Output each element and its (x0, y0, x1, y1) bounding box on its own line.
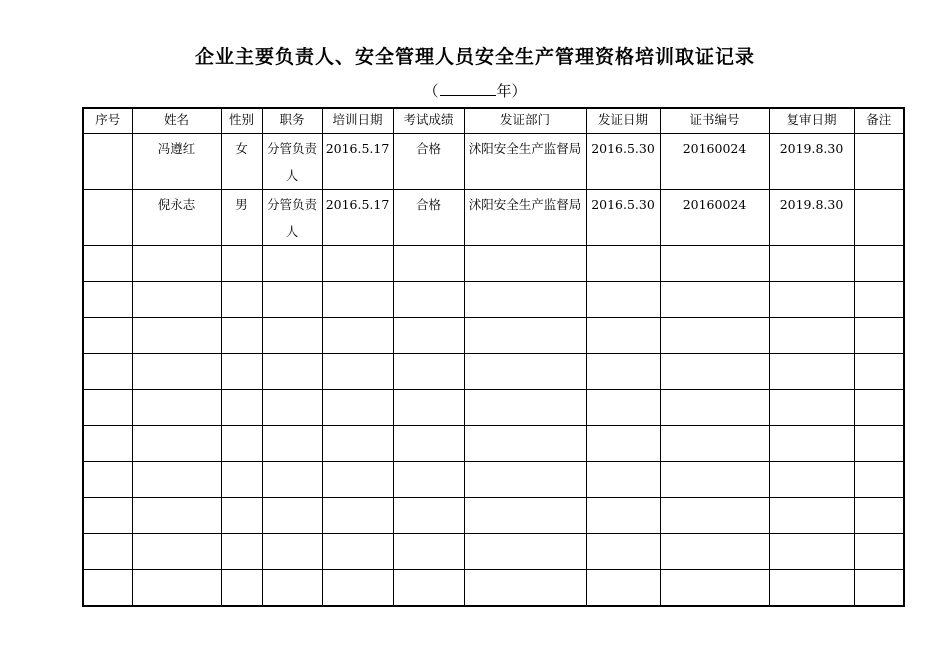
page-title: 企业主要负责人、安全管理人员安全生产管理资格培训取证记录 (194, 46, 755, 68)
empty-cell (586, 426, 660, 462)
empty-cell (464, 246, 586, 282)
cell-position (262, 190, 322, 246)
empty-cell (132, 318, 221, 354)
cell-remark (854, 190, 904, 246)
cell-position-text: 分管负责人 (266, 141, 317, 183)
empty-cell (322, 318, 393, 354)
empty-cell (854, 246, 904, 282)
empty-cell (769, 318, 854, 354)
empty-cell (322, 534, 393, 570)
empty-cell (660, 534, 769, 570)
empty-cell (660, 246, 769, 282)
empty-cell (586, 246, 660, 282)
empty-cell (393, 318, 464, 354)
empty-cell (83, 570, 132, 607)
empty-cell (769, 570, 854, 607)
empty-cell (586, 462, 660, 498)
empty-cell (586, 570, 660, 607)
table-row-empty (83, 462, 904, 498)
table-row (83, 134, 904, 190)
cell-cert-no: 20160024 (660, 134, 769, 190)
year-blank (440, 81, 496, 96)
empty-cell (393, 354, 464, 390)
empty-cell (83, 282, 132, 318)
empty-cell (221, 318, 262, 354)
empty-cell (132, 390, 221, 426)
empty-cell (262, 282, 322, 318)
empty-cell (221, 534, 262, 570)
empty-cell (854, 570, 904, 607)
empty-cell (464, 354, 586, 390)
empty-cell (83, 426, 132, 462)
record-table (82, 107, 905, 607)
empty-cell (854, 390, 904, 426)
empty-cell (83, 498, 132, 534)
cell-review-date: 2019.8.30 (769, 190, 854, 246)
empty-cell (262, 390, 322, 426)
cell-issuer (464, 134, 586, 190)
empty-cell (854, 426, 904, 462)
col-header-train-date: 培训日期 (322, 108, 393, 134)
empty-cell (769, 246, 854, 282)
empty-cell (393, 570, 464, 607)
empty-cell (262, 462, 322, 498)
empty-cell (132, 462, 221, 498)
empty-cell (769, 462, 854, 498)
empty-cell (393, 534, 464, 570)
empty-cell (393, 390, 464, 426)
cell-cert-no: 20160024 (660, 190, 769, 246)
empty-cell (132, 498, 221, 534)
cell-issuer (464, 190, 586, 246)
cell-gender: 男 (221, 190, 262, 246)
empty-cell (393, 462, 464, 498)
empty-cell (464, 570, 586, 607)
col-header-issue-date: 发证日期 (586, 108, 660, 134)
empty-cell (464, 282, 586, 318)
empty-cell (262, 318, 322, 354)
empty-cell (586, 534, 660, 570)
empty-cell (262, 570, 322, 607)
empty-cell (322, 570, 393, 607)
empty-cell (660, 462, 769, 498)
empty-cell (322, 462, 393, 498)
empty-cell (83, 246, 132, 282)
empty-cell (221, 462, 262, 498)
empty-cell (660, 354, 769, 390)
cell-seq (83, 134, 132, 190)
cell-train-date: 2016.5.17 (322, 190, 393, 246)
empty-cell (262, 498, 322, 534)
empty-cell (262, 246, 322, 282)
cell-remark (854, 134, 904, 190)
table-row-empty (83, 246, 904, 282)
cell-position-text: 分管负责人 (266, 197, 317, 239)
empty-cell (221, 282, 262, 318)
table-row-empty (83, 498, 904, 534)
empty-cell (132, 246, 221, 282)
empty-cell (393, 282, 464, 318)
empty-cell (322, 246, 393, 282)
empty-cell (660, 570, 769, 607)
empty-cell (221, 570, 262, 607)
col-header-gender: 性别 (221, 108, 262, 134)
empty-cell (322, 426, 393, 462)
col-header-issuer: 发证部门 (464, 108, 586, 134)
empty-cell (854, 498, 904, 534)
empty-cell (464, 498, 586, 534)
cell-issue-date: 2016.5.30 (586, 190, 660, 246)
cell-review-date: 2019.8.30 (769, 134, 854, 190)
empty-cell (769, 534, 854, 570)
table-row-empty (83, 426, 904, 462)
empty-cell (83, 318, 132, 354)
table-row-empty (83, 390, 904, 426)
empty-cell (83, 390, 132, 426)
col-header-review-date: 复审日期 (769, 108, 854, 134)
empty-cell (769, 426, 854, 462)
table-row (83, 190, 904, 246)
table-row-empty (83, 282, 904, 318)
empty-cell (132, 534, 221, 570)
col-header-score: 考试成绩 (393, 108, 464, 134)
table-row-empty (83, 570, 904, 607)
empty-cell (262, 534, 322, 570)
empty-cell (393, 246, 464, 282)
empty-cell (83, 354, 132, 390)
empty-cell (769, 282, 854, 318)
year-open: （ (423, 82, 439, 100)
cell-score: 合格 (393, 190, 464, 246)
empty-cell (854, 282, 904, 318)
empty-cell (83, 462, 132, 498)
empty-cell (769, 498, 854, 534)
empty-cell (322, 282, 393, 318)
empty-rows (83, 246, 904, 607)
empty-cell (322, 498, 393, 534)
empty-cell (221, 246, 262, 282)
col-header-name: 姓名 (132, 108, 221, 134)
year-suffix: 年） (496, 82, 527, 100)
empty-cell (132, 570, 221, 607)
cell-position (262, 134, 322, 190)
empty-cell (660, 426, 769, 462)
empty-cell (586, 282, 660, 318)
table-row-empty (83, 354, 904, 390)
empty-cell (769, 390, 854, 426)
cell-score: 合格 (393, 134, 464, 190)
empty-cell (132, 282, 221, 318)
empty-cell (83, 534, 132, 570)
col-header-cert-no: 证书编号 (660, 108, 769, 134)
cell-seq (83, 190, 132, 246)
col-header-seq: 序号 (83, 108, 132, 134)
empty-cell (262, 354, 322, 390)
cell-name: 倪永志 (132, 190, 221, 246)
empty-cell (393, 426, 464, 462)
year-line (0, 80, 950, 101)
empty-cell (854, 534, 904, 570)
empty-cell (132, 426, 221, 462)
empty-cell (464, 318, 586, 354)
empty-cell (221, 498, 262, 534)
col-header-remark: 备注 (854, 108, 904, 134)
empty-cell (660, 390, 769, 426)
empty-cell (854, 354, 904, 390)
empty-cell (322, 354, 393, 390)
empty-cell (393, 498, 464, 534)
empty-cell (464, 390, 586, 426)
table-row-empty (83, 534, 904, 570)
col-header-position: 职务 (262, 108, 322, 134)
header-row (83, 108, 904, 134)
empty-cell (262, 426, 322, 462)
empty-cell (660, 498, 769, 534)
empty-cell (132, 354, 221, 390)
empty-cell (660, 318, 769, 354)
empty-cell (221, 426, 262, 462)
empty-cell (854, 462, 904, 498)
empty-cell (322, 390, 393, 426)
empty-cell (854, 318, 904, 354)
cell-issue-date: 2016.5.30 (586, 134, 660, 190)
empty-cell (586, 318, 660, 354)
empty-cell (586, 390, 660, 426)
cell-name: 冯遵红 (132, 134, 221, 190)
empty-cell (586, 354, 660, 390)
empty-cell (660, 282, 769, 318)
cell-train-date: 2016.5.17 (322, 134, 393, 190)
empty-cell (769, 354, 854, 390)
empty-cell (464, 426, 586, 462)
empty-cell (464, 462, 586, 498)
cell-gender: 女 (221, 134, 262, 190)
table-row-empty (83, 318, 904, 354)
empty-cell (221, 390, 262, 426)
cell-issuer-text: 沭阳安全生产监督局 (468, 141, 582, 156)
empty-cell (586, 498, 660, 534)
empty-cell (464, 534, 586, 570)
cell-issuer-text: 沭阳安全生产监督局 (468, 197, 582, 212)
empty-cell (221, 354, 262, 390)
